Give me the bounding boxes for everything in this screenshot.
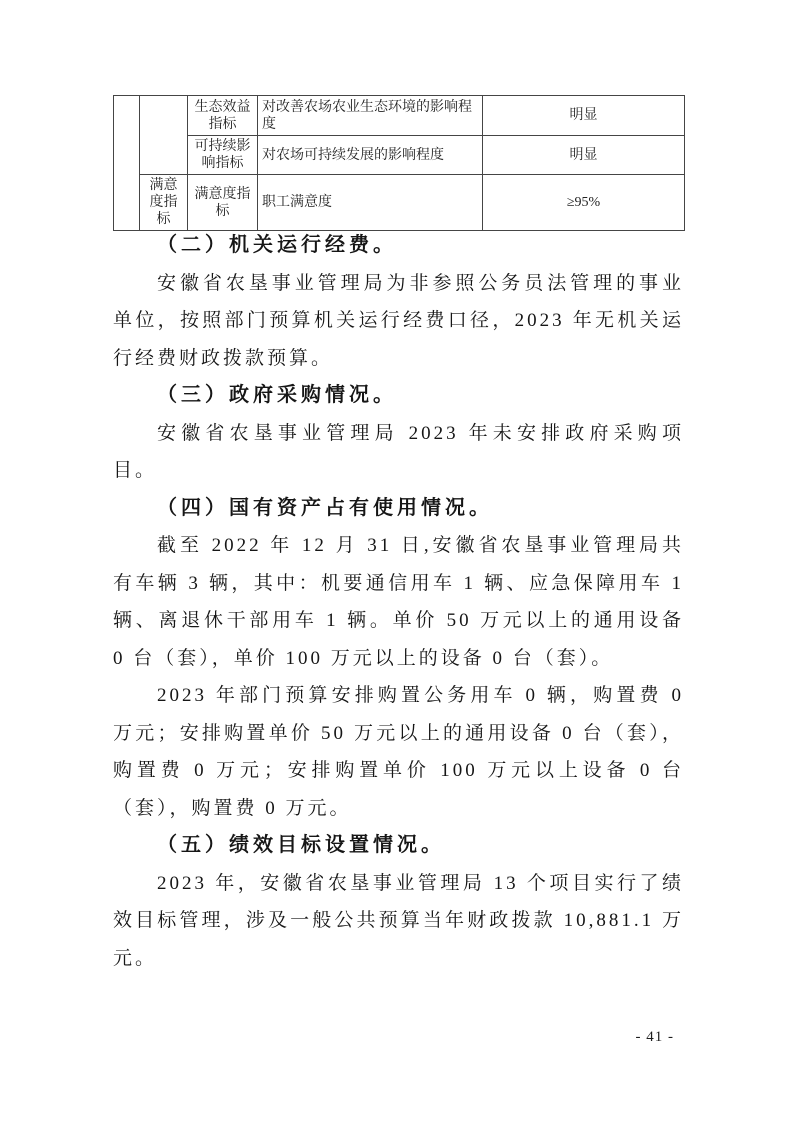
body-paragraph: 2023 年，安徽省农垦事业管理局 13 个项目实行了绩效目标管理，涉及一般公共预算当年财政拨款 10,881.1 万元。 [113, 872, 684, 969]
section-government-procurement [113, 377, 684, 490]
body-paragraph: 2023 年部门预算安排购置公务用车 0 辆，购置费 0 万元；安排购置单价 50 万元以上的通用设备 0 台（套），购置费 0 万元；安排购置单价 100 万元以上设备 0 台（套），购置费 0 万元。 [113, 685, 684, 819]
indicator-type-cell: 生态效益指标 [188, 96, 258, 136]
indicator-desc-cell: 职工满意度 [258, 175, 483, 231]
indicator-type-cell: 可持续影响指标 [188, 136, 258, 175]
document-body [113, 219, 684, 977]
section-state-assets [113, 490, 684, 828]
table-row [114, 96, 685, 136]
indicator-type-cell: 满意度指标 [188, 175, 258, 231]
section-performance-targets [113, 827, 684, 977]
body-paragraph: 截至 2022 年 12 月 31 日,安徽省农垦事业管理局共有车辆 3 辆，其中：机要通信用车 1 辆、应急保障用车 1 辆、离退休干部用车 1 辆。单价 50 万元以上的通用设备 0 台（套），单价 100 万元以上的设备 0 台（套）。 [113, 535, 684, 669]
body-paragraph: 安徽省农垦事业管理局为非参照公务员法管理的事业单位，按照部门预算机关运行经费口径，2023 年无机关运行经费财政拨款预算。 [113, 272, 684, 369]
indicator-value-cell: 明显 [483, 96, 685, 136]
table-cell-empty [140, 96, 188, 175]
section-organ-operating-funds [113, 227, 684, 377]
indicators-table-wrap [113, 95, 684, 231]
indicator-value-cell: ≥95% [483, 175, 685, 231]
indicator-desc-cell: 对改善农场农业生态环境的影响程度 [258, 96, 483, 136]
table-cell-empty [114, 96, 140, 231]
indicator-value-cell: 明显 [483, 136, 685, 175]
section-heading: （二）机关运行经费。 [157, 234, 397, 256]
page-number: - 41 - [635, 1029, 674, 1045]
indicator-desc-cell: 对农场可持续发展的影响程度 [258, 136, 483, 175]
body-paragraph: 安徽省农垦事业管理局 2023 年未安排政府采购项目。 [113, 422, 684, 481]
section-heading: （四）国有资产占有使用情况。 [157, 496, 493, 519]
table-row [114, 136, 685, 175]
section-heading: （三）政府采购情况。 [157, 384, 397, 406]
indicator-category-cell: 满意度指标 [140, 175, 188, 231]
performance-indicators-table [113, 95, 685, 231]
section-heading: （五）绩效目标设置情况。 [157, 834, 445, 856]
